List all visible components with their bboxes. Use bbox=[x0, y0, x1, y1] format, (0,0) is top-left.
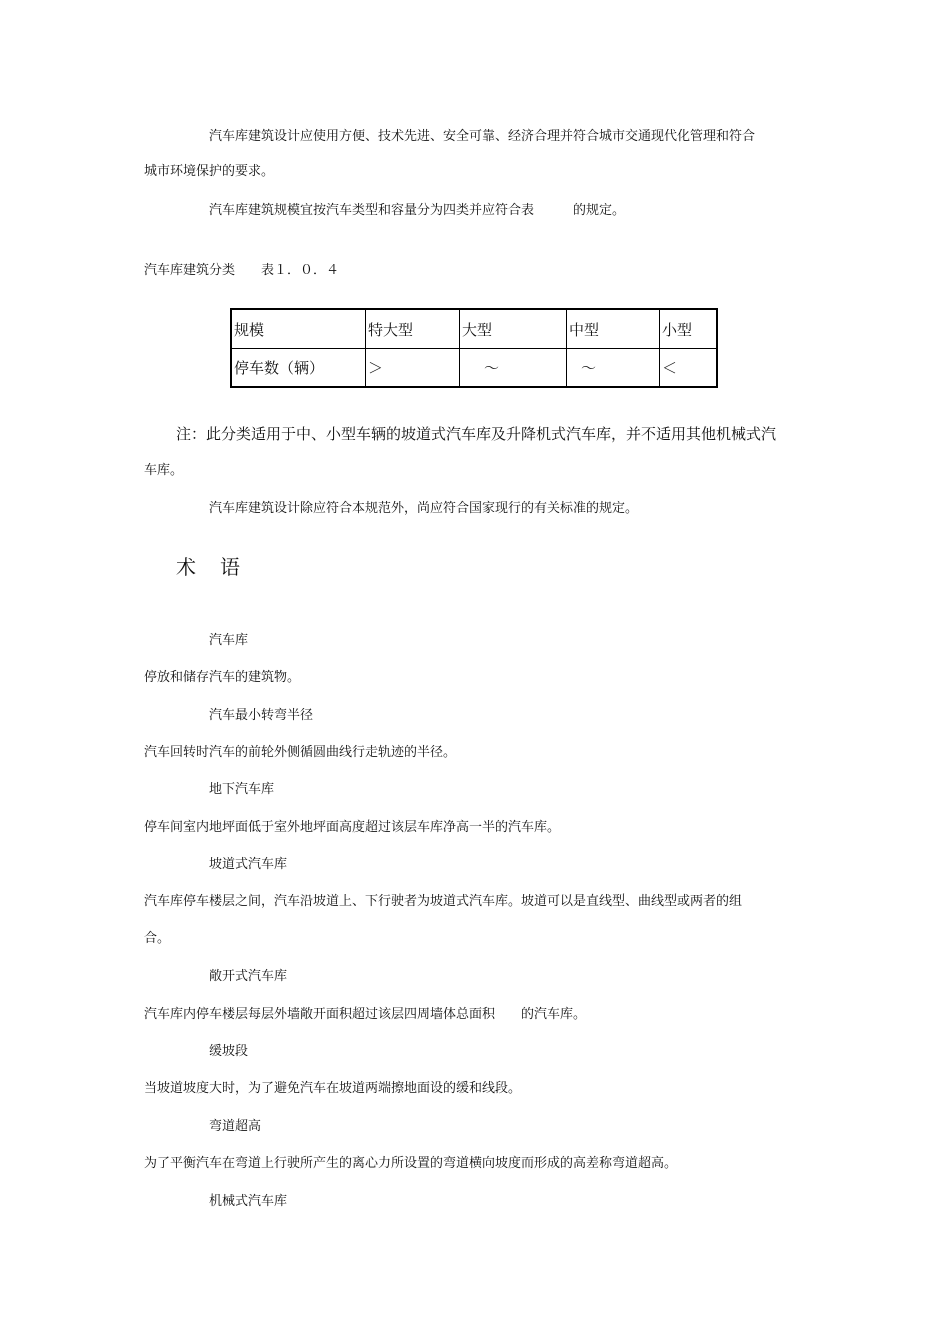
term-title: 缓坡段 bbox=[209, 1044, 249, 1059]
note-line1: 注：此分类适用于中、小型车辆的坡道式汽车库及升降机式汽车库，并不适用其他机械式汽 bbox=[176, 425, 777, 443]
table-cell: ＜ bbox=[660, 349, 718, 388]
note-line2: 车库。 bbox=[144, 463, 184, 478]
table-cell: ＞ bbox=[366, 349, 460, 388]
table-header-cell: 中型 bbox=[567, 309, 660, 349]
term-title: 汽车最小转弯半径 bbox=[209, 708, 314, 723]
section-heading: 术 语 bbox=[176, 555, 242, 579]
term-definition: 汽车库停车楼层之间，汽车沿坡道上、下行驶者为坡道式汽车库。坡道可以是直线型、曲线型或两者的组 bbox=[144, 894, 743, 909]
term-definition: 停放和储存汽车的建筑物。 bbox=[144, 670, 301, 685]
table-row bbox=[231, 349, 717, 388]
table-cell: ～ bbox=[567, 349, 660, 388]
term-definition: 合。 bbox=[144, 931, 171, 946]
table-cell: ～ bbox=[460, 349, 567, 388]
standards-paragraph: 汽车库建筑设计除应符合本规范外，尚应符合国家现行的有关标准的规定。 bbox=[209, 501, 639, 516]
table-caption: 汽车库建筑分类 表１．０．４ bbox=[144, 263, 340, 278]
term-title: 敞开式汽车库 bbox=[209, 969, 288, 984]
table-header-cell: 大型 bbox=[460, 309, 567, 349]
term-title: 弯道超高 bbox=[209, 1119, 262, 1134]
scale-paragraph: 汽车库建筑规模宜按汽车类型和容量分为四类并应符合表 的规定。 bbox=[209, 203, 626, 218]
table-header-cell: 特大型 bbox=[366, 309, 460, 349]
classification-table bbox=[230, 308, 718, 388]
table-header-row bbox=[231, 309, 717, 349]
intro-paragraph-line2: 城市环境保护的要求。 bbox=[144, 164, 275, 179]
term-title: 汽车库 bbox=[209, 633, 249, 648]
term-title: 机械式汽车库 bbox=[209, 1194, 288, 1209]
table-header-cell: 规模 bbox=[231, 309, 366, 349]
term-definition: 汽车库内停车楼层每层外墙敞开面积超过该层四周墙体总面积 的汽车库。 bbox=[144, 1007, 587, 1022]
table-header-cell: 小型 bbox=[660, 309, 718, 349]
term-title: 地下汽车库 bbox=[209, 782, 275, 797]
intro-paragraph-line1: 汽车库建筑设计应使用方便、技术先进、安全可靠、经济合理并符合城市交通现代化管理和符合 bbox=[209, 129, 756, 144]
term-definition: 当坡道坡度大时，为了避免汽车在坡道两端擦地面设的缓和线段。 bbox=[144, 1081, 522, 1096]
table-row-label: 停车数（辆） bbox=[231, 349, 366, 388]
term-definition: 为了平衡汽车在弯道上行驶所产生的离心力所设置的弯道横向坡度而形成的高差称弯道超高。 bbox=[144, 1156, 678, 1171]
term-definition: 停车间室内地坪面低于室外地坪面高度超过该层车库净高一半的汽车库。 bbox=[144, 820, 561, 835]
term-definition: 汽车回转时汽车的前轮外侧循圆曲线行走轨迹的半径。 bbox=[144, 745, 457, 760]
term-title: 坡道式汽车库 bbox=[209, 857, 288, 872]
